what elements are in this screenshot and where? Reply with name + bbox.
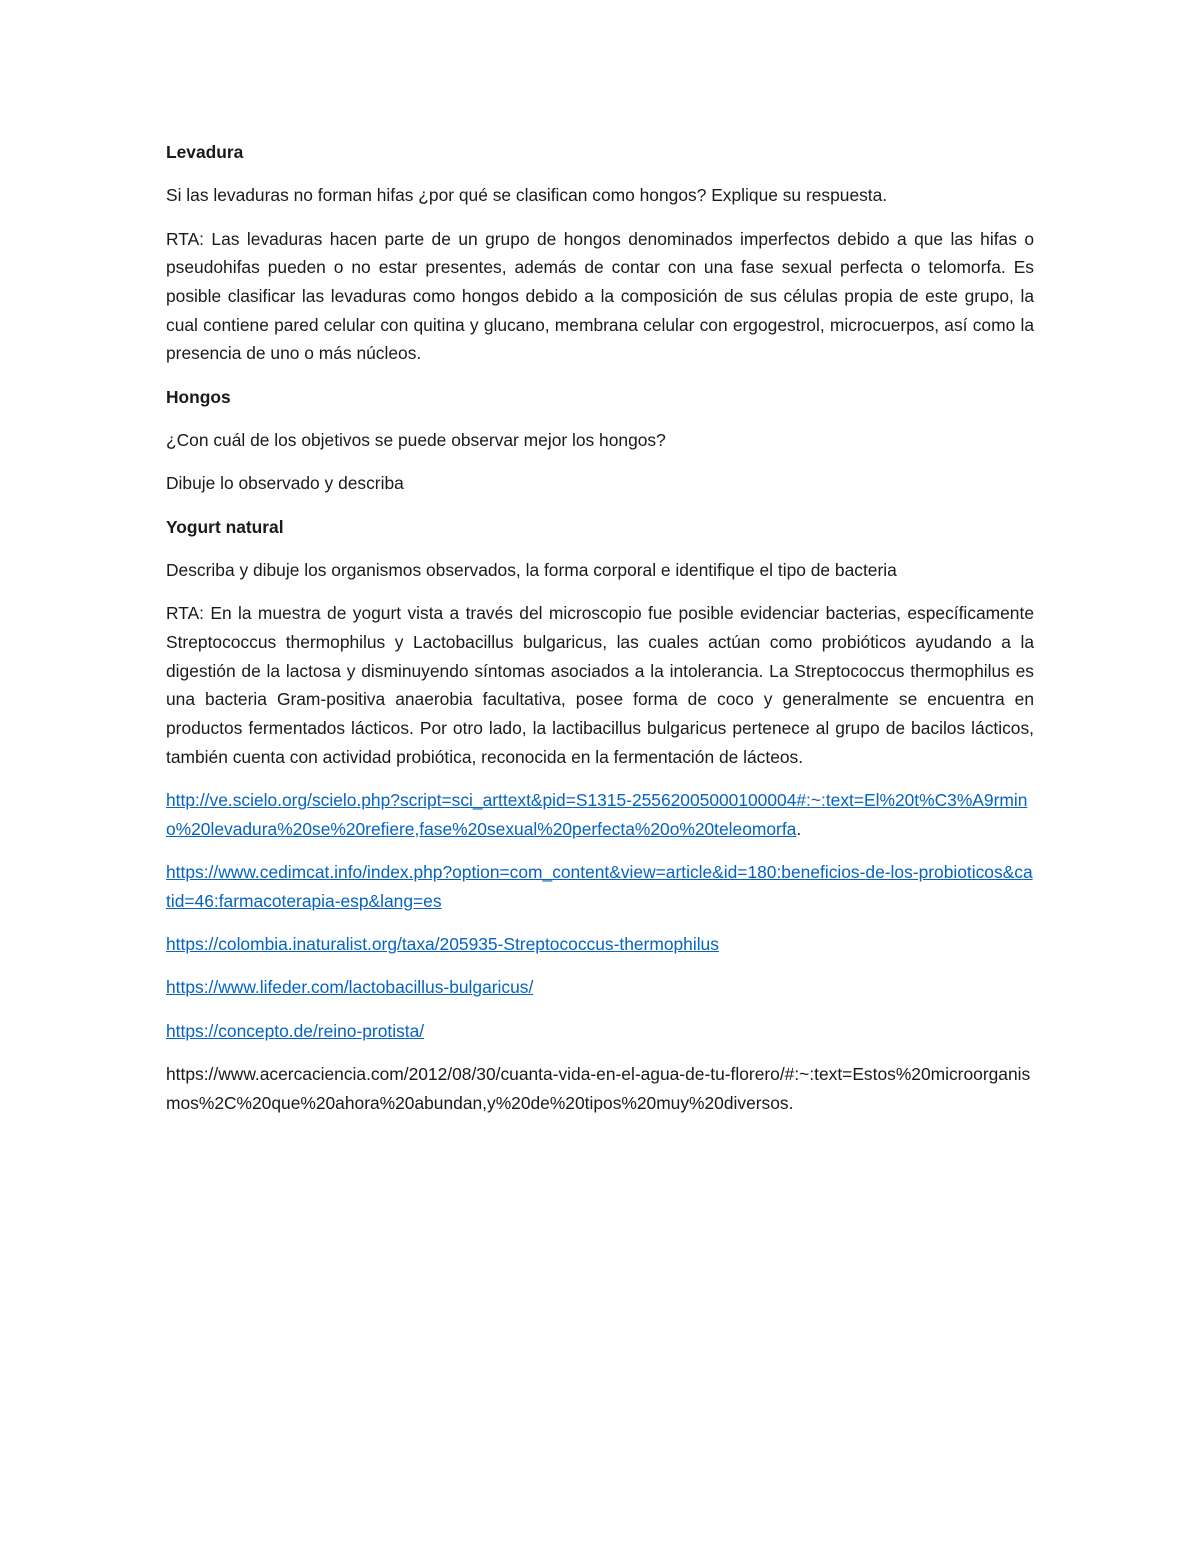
reference-link-cedimcat[interactable]: https://www.cedimcat.info/index.php?option=com_content&view=article&id=180:beneficios-de-los-probioticos&catid=46:farmacoterapia-esp&lang=es	[166, 862, 1033, 911]
reference-plain-url-acercaciencia: https://www.acercaciencia.com/2012/08/30/cuanta-vida-en-el-agua-de-tu-florero/#:~:text=Estos%20microorganismos%2C%20que%20ahora%20abundan,y%20de%20tipos%20muy%20diversos.	[166, 1063, 1031, 1113]
heading-yogurt: Yogurt natural	[166, 516, 284, 537]
document-page	[166, 138, 1034, 1117]
question-yogurt: Describa y dibuje los organismos observados, la forma corporal e identifique el tipo de bacteria	[166, 559, 897, 580]
reference-1-period: .	[796, 818, 802, 839]
answer-levadura: RTA: Las levaduras hacen parte de un grupo de hongos denominados imperfectos debido a que las hifas o pseudohifas pueden o no estar presentes, además de contar con una fase sexual perfecta o telomorfa. Es posible clasificar las levaduras como hongos debido a la composición de sus células propia de este grupo, la cual contiene pared celular con quitina y glucano, membrana celular con ergogestrol, microcuerpos, así como la presencia de uno o más núcleos.	[166, 228, 1034, 364]
reference-link-inaturalist[interactable]: https://colombia.inaturalist.org/taxa/205935-Streptococcus-thermophilus	[166, 934, 719, 954]
reference-link-scielo[interactable]: http://ve.scielo.org/scielo.php?script=sci_arttext&pid=S1315-25562005000100004#:~:text=El%20t%C3%A9rmino%20levadura%20se%20refiere,fase%20sexual%20perfecta%20o%20teleomorfa	[166, 790, 1028, 839]
answer-yogurt: RTA: En la muestra de yogurt vista a través del microscopio fue posible evidenciar bacterias, específicamente Streptococcus thermophilus y Lactobacillus bulgaricus, las cuales actúan como probióticos ayudando a la digestión de la lactosa y disminuyendo síntomas asociados a la intolerancia. La Streptococcus thermophilus es una bacteria Gram-positiva anaerobia facultativa, posee forma de coco y generalmente se encuentra en productos fermentados lácticos. Por otro lado, la lactibacillus bulgaricus pertenece al grupo de bacilos lácticos, también cuenta con actividad probiótica, reconocida en la fermentación de lácteos.	[166, 603, 1034, 767]
question-levadura: Si las levaduras no forman hifas ¿por qué se clasifican como hongos? Explique su respuesta.	[166, 185, 888, 206]
heading-hongos: Hongos	[166, 386, 231, 407]
heading-levadura: Levadura	[166, 142, 244, 162]
reference-link-concepto[interactable]: https://concepto.de/reino-protista/	[166, 1020, 425, 1041]
instruction-hongos: Dibuje lo observado y describa	[166, 473, 404, 494]
question-hongos: ¿Con cuál de los objetivos se puede observar mejor los hongos?	[166, 430, 666, 450]
reference-link-lifeder[interactable]: https://www.lifeder.com/lactobacillus-bulgaricus/	[166, 977, 534, 998]
reference-1	[166, 786, 1034, 843]
